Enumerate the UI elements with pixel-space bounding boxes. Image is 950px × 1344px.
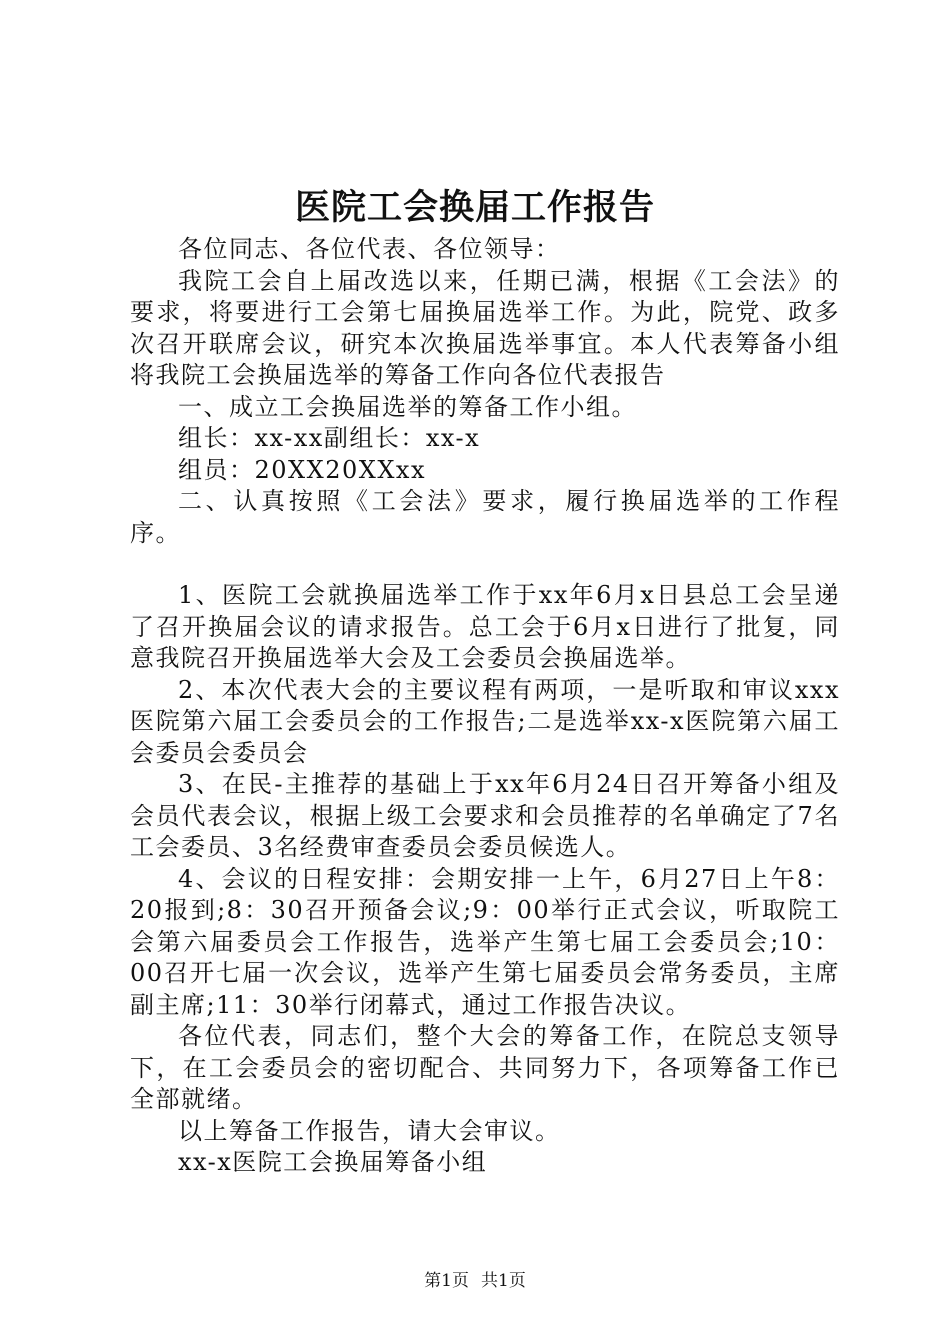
group-members: 组员：20XX20XXxx <box>178 455 426 484</box>
review-request: 以上筹备工作报告，请大会审议。 <box>178 1116 561 1145</box>
section-heading-1: 一、成立工会换届选举的筹备工作小组。 <box>178 392 637 421</box>
item-3-paragraph: 3、在民-主推荐的基础上于xx年6月24日召开筹备小组及会员代表会议，根据上级工会要求和会员推荐的名单确定了7名工会委员、3名经费审查委员会委员候选人。 <box>130 770 840 861</box>
signature-line: xx-x医院工会换届筹备小组 <box>178 1148 488 1176</box>
item-1-paragraph: 1、医院工会就换届选举工作于xx年6月x日县总工会呈递了召开换届会议的请求报告。总工会于6月x日进行了批复，同意我院召开换届选举大会及工会委员会换届选举。 <box>130 581 840 672</box>
group-leaders: 组长：xx-xx副组长：xx-x <box>178 424 481 452</box>
salutation: 各位同志、各位代表、各位领导： <box>178 235 561 263</box>
document-title: 医院工会换届工作报告 <box>294 187 655 228</box>
page-total: 共1页 <box>481 1271 526 1291</box>
intro-paragraph: 我院工会自上届改选以来，任期已满，根据《工会法》的要求，将要进行工会第七届换届选举工作。为此，院党、政多次召开联席会议，研究本次换届选举事宜。本人代表筹备小组将我院工会换届选举的筹备工作向各位代表报告 <box>130 266 840 389</box>
section-heading-2: 二、认真按照《工会法》要求，履行换届选举的工作程序。 <box>130 487 840 547</box>
item-2-paragraph: 2、本次代表大会的主要议程有两项，一是听取和审议xxx医院第六届工会委员会的工作报告;二是选举xx-x医院第六届工会委员会委员会 <box>130 675 840 767</box>
document-body <box>130 234 840 1179</box>
item-4-paragraph: 4、会议的日程安排：会期安排一上午，6月27日上午8：20报到;8：30召开预备会议;9：00举行正式会议，听取院工会第六届委员会工作报告，选举产生第七届工会委员会;10：00召开七届一次会议，选举产生第七届委员会常务委员，主席副主席;11：30举行闭幕式，通过工作报告决议。 <box>130 864 840 1019</box>
page-number: 第1页 <box>424 1271 469 1291</box>
closing-paragraph: 各位代表，同志们，整个大会的筹备工作，在院总支领导下，在工会委员会的密切配合、共同努力下，各项筹备工作已全部就绪。 <box>130 1022 840 1113</box>
page-footer <box>0 1270 950 1292</box>
